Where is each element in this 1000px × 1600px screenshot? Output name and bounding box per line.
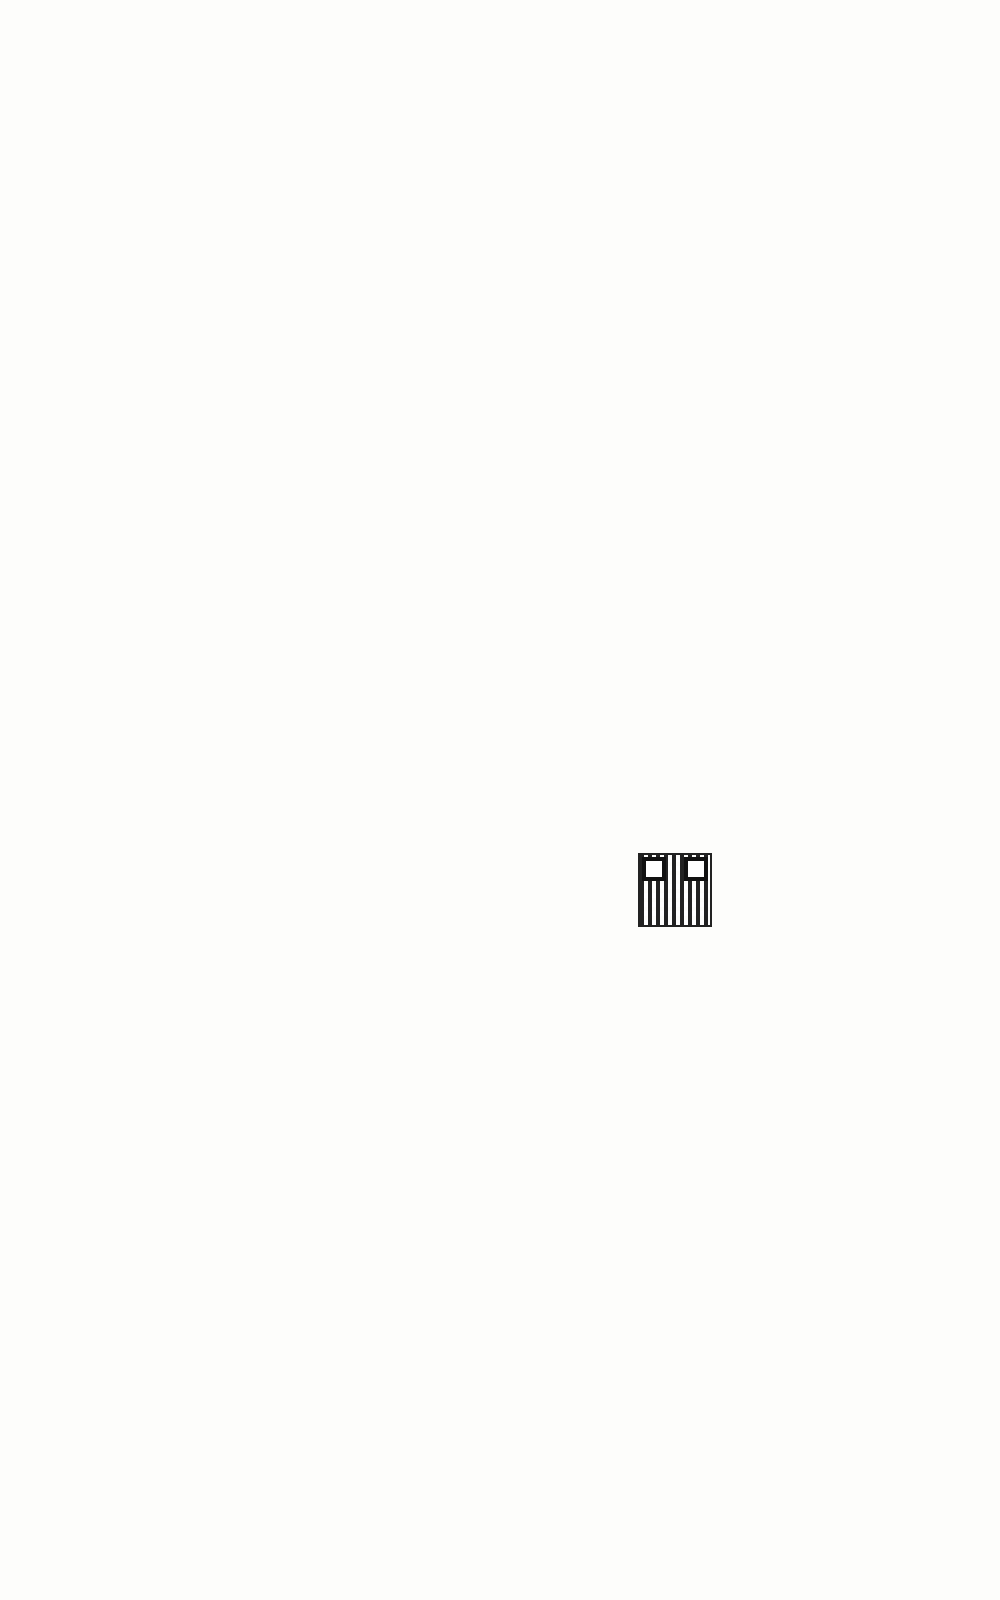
text-line <box>93 222 119 252</box>
text-line <box>93 1514 119 1544</box>
qr-code-icon <box>638 853 712 927</box>
text-line <box>93 351 119 381</box>
text-line <box>93 737 119 767</box>
text-line <box>93 694 119 724</box>
text-line <box>93 1127 119 1157</box>
text-line <box>93 608 119 638</box>
